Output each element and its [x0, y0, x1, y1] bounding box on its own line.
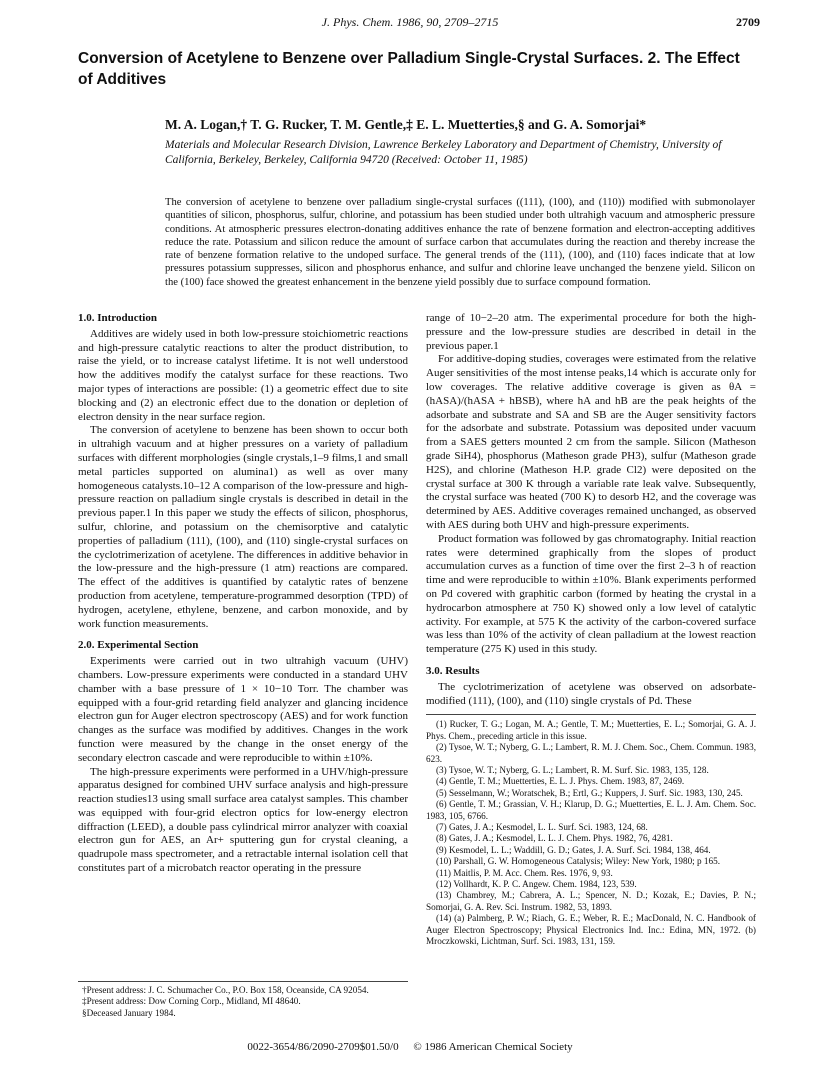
reference-item: (3) Tysoe, W. T.; Nyberg, G. L.; Lambert, R. M. Surf. Sic. 1983, 135, 128.: [436, 764, 709, 775]
footnote: §Deceased January 1984.: [82, 1007, 176, 1018]
reference-item: (6) Gentle, T. M.; Grassian, V. H.; Klarup, D. G.; Muetterties, E. L. J. Am. Chem. Soc. 1983, 105, 6766.: [426, 799, 756, 821]
section-heading-introduction: 1.0. Introduction: [78, 312, 157, 324]
paragraph: range of 10−2–20 atm. The experimental procedure for both the high-pressure and the low-pressure studies are described in detail in the previous paper.1: [426, 312, 756, 352]
journal-citation: J. Phys. Chem. 1986, 90, 2709–2715: [321, 15, 499, 29]
footnote: †Present address: J. C. Schumacher Co., P.O. Box 158, Oceanside, CA 92054.: [82, 985, 369, 995]
left-column: [78, 312, 408, 876]
page-number: 2709: [736, 15, 760, 29]
reference-item: (10) Parshall, G. W. Homogeneous Catalysis; Wiley: New York, 1980; p 165.: [436, 856, 721, 867]
reference-item: (8) Gates, J. A.; Kesmodel, L. L. J. Chem. Phys. 1982, 76, 4281.: [436, 833, 673, 844]
footnote: ‡Present address: Dow Corning Corp., Midland, MI 48640.: [82, 996, 301, 1007]
reference-item: (1) Rucker, T. G.; Logan, M. A.; Gentle, T. M.; Muetterties, E. L.; Somorjai, G. A. J. Phys. Chem., preceding article in this issue.: [426, 719, 756, 741]
reference-item: (4) Gentle, T. M.; Muetterties, E. L. J. Phys. Chem. 1983, 87, 2469.: [436, 776, 685, 787]
reference-item: (13) Chambrey, M.; Cabrera, A. L.; Spencer, N. D.; Kozak, E.; Davies, P. N.; Somorjai, G. A. Rev. Sci. Instrum. 1982, 53, 1893.: [426, 890, 756, 912]
section-heading-results: 3.0. Results: [426, 664, 480, 677]
abstract: The conversion of acetylene to benzene over palladium single-crystal surfaces ((111), (100), and (110)) modified with submonolayer quantities of silicon, phosphorus, sulfur, chlorine, and potassium has been studied under both ultrahigh vacuum and atmospheric pressure conditions. At atmospheric pressures electron-donating additives enhance the rate of benzene formation and electron-accepting additives reduce the rate. Potassium and silicon reduce the amount of surface carbon that accumulates during the reaction and thereby increase the rate of benzene formation relative to the undoped surface. The general trends of the (111), (100), and (110) faces indicate that at low pressures potassium suppresses, silicon and phosphorus enhance, and sulfur and chlorine leave unchanged the benzene yield. Silicon on the (100) face showed the greatest enhancement in the benzene yield possibly due to surface compound formation.: [165, 197, 755, 288]
affiliation: Materials and Molecular Research Division, Lawrence Berkeley Laboratory and Department of Chemistry, University of California, Berkeley, Berkeley, California 94720 (Received: October 11, 1985): [165, 139, 722, 166]
article-code: 0022-3654/86/2090-2709$01.50/0: [247, 1041, 399, 1053]
copyright-notice: © 1986 American Chemical Society: [413, 1041, 573, 1053]
reference-item: (2) Tysoe, W. T.; Nyberg, G. L.; Lambert, R. M. J. Chem. Soc., Chem. Commun. 1983, 623.: [426, 742, 756, 764]
reference-list: [426, 714, 756, 947]
reference-item: (7) Gates, J. A.; Kesmodel, L. L. Surf. Sci. 1983, 124, 68.: [436, 821, 648, 832]
reference-item: (11) Maitlis, P. M. Acc. Chem. Res. 1976, 9, 93.: [436, 867, 613, 878]
paragraph: The high-pressure experiments were performed in a UHV/high-pressure apparatus designed for combined UHV surface analysis and high-pressure reaction studies13 using small surface area catalyst samples. This chamber was equipped with four-grid electron optics for low-energy electron diffraction (LEED), a double pass cylindrical mirror analyzer with coaxial electron gun for AES, an Ar+ sputtering gun for crystal cleaning, a quadrupole mass spectrometer, and a retractable internal isolation cell that constitutes part of a microbatch reactor operating in the pressure: [78, 765, 408, 875]
page-footer: [0, 1041, 820, 1053]
reference-item: (12) Vollhardt, K. P. C. Angew. Chem. 1984, 123, 539.: [436, 879, 637, 889]
paragraph: Experiments were carried out in two ultrahigh vacuum (UHV) chambers. Low-pressure experiments were conducted in a standard UHV chamber with a base pressure of 1 × 10−10 Torr. The chamber was equipped with a four-grid retarding field analyzer and glancing incidence electron gun for Auger electron spectroscopy (AES) and for work function changes as the surface was modified by additives. Changes in the work function were measured by the change in the onset energy of the secondary electron cascade and were reproducible to within ±10%.: [78, 655, 408, 764]
paragraph: The conversion of acetylene to benzene has been shown to occur both in ultrahigh vacuum and at higher pressures on a variety of palladium surfaces with different morphologies (single crystals,1–9 films,1 and small metal particles supported on alumina1) as well as over many homogeneous catalysts.10–12 A comparison of the low-pressure and high-pressure reaction on palladium single crystals is described in detail in the previous paper.1 In this paper we study the effects of silicon, phosphorus, sulfur, chlorine, and potassium on the chemisorptive and catalytic properties of palladium (111), (100), and (110) single-crystal surfaces on the cyclotrimerization of acetylene. The differences in additive behavior in the low-pressure and the high-pressure (1 atm) reactions are compared. The effect of the additives is quantified by catalytic rates of benzene production from acetylene, temperature-programmed desorption (TPD) of hydrogen, acetylene, ethylene, benzene, and carbon monoxide, and by work function measurements.: [78, 424, 408, 630]
running-head: [60, 15, 760, 33]
right-column: [426, 312, 756, 947]
reference-item: (9) Kesmodel, L. L.; Waddill, G. D.; Gates, J. A. Surf. Sci. 1984, 138, 464.: [436, 844, 711, 855]
reference-item: (5) Sesselmann, W.; Woratschek, B.; Ertl, G.; Kuppers, J. Surf. Sic. 1983, 130, 245.: [436, 787, 743, 798]
paragraph: The cyclotrimerization of acetylene was observed on adsorbate-modified (111), (100), and (110) single crystals of Pd. These: [426, 680, 756, 707]
author-list: M. A. Logan,† T. G. Rucker, T. M. Gentle,‡ E. L. Muetterties,§ and G. A. Somorjai*: [165, 117, 647, 132]
reference-item: (14) (a) Palmberg, P. W.; Riach, G. E.; Weber, R. E.; MacDonald, N. C. Handbook of Auger Electron Spectroscopy; Physical Electronics Ind. Inc.: Edina, MN, 1972. (b) Mroczkowski, Lichtman, Surf. Sci. 1983, 131, 159.: [426, 913, 756, 947]
author-footnotes: [78, 981, 408, 1019]
article-title: Conversion of Acetylene to Benzene over Palladium Single-Crystal Surfaces. 2. The Effect of Additives: [78, 50, 740, 88]
section-heading-experimental: 2.0. Experimental Section: [78, 639, 199, 652]
paragraph: Additives are widely used in both low-pressure stoichiometric reactions and high-pressure catalytic reactions to alter the product distribution, to raise the yield, or to increase catalyst lifetime. It is not well understood how the additives modify the catalyst surface for these reactions. Two major types of interactions are possible: (1) a geometric effect due to site blocking and (2) an electronic effect due to the donation or depletion of electron density in the near surface region.: [78, 327, 408, 423]
paragraph: Product formation was followed by gas chromatography. Initial reaction rates were determined graphically from the slopes of product accumulation curves as a function of time over the first 2–3 h of reaction time and were reproducible to within ±10%. Blank experiments performed on Pd covered with graphitic carbon (formed by heating the crystal in a hydrocarbon atmosphere at 750 K) showed only a low level of catalytic activity. For example, at 575 K the activity of the carbon-covered surface was less than 10% of the activity of clean palladium at the lowest reaction temperature (275 K) used in this study.: [426, 532, 756, 656]
paragraph: For additive-doping studies, coverages were estimated from the relative Auger sensitivities of the most intense peaks,14 which is accurate only for low coverages. The relative additive coverage is given as θA = (hASA)/(hASA + hBSB), where hA and hB are the peak heights of the adsorbate and substrate and SA and SB are the Auger sensitivity factors for the adsorbate and substrate. Potassium was deposited under vacuum from a SAES getters mounted 2 cm from the sample. Silicon (Matheson grade SiH4), phosphorus (Matheson grade PH3), sulfur (Matheson grade H2S), and chlorine (Matheson H.P. grade Cl2) were deposited on the crystal surface at 300 K through a variable rate leak valve. Subsequently, the crystal surface was heated (700 K) to desorb H2, and the coverage was determined by AES. Additive coverages remained unchanged, as observed with AES during both UHV and high-pressure experiments.: [426, 353, 756, 531]
